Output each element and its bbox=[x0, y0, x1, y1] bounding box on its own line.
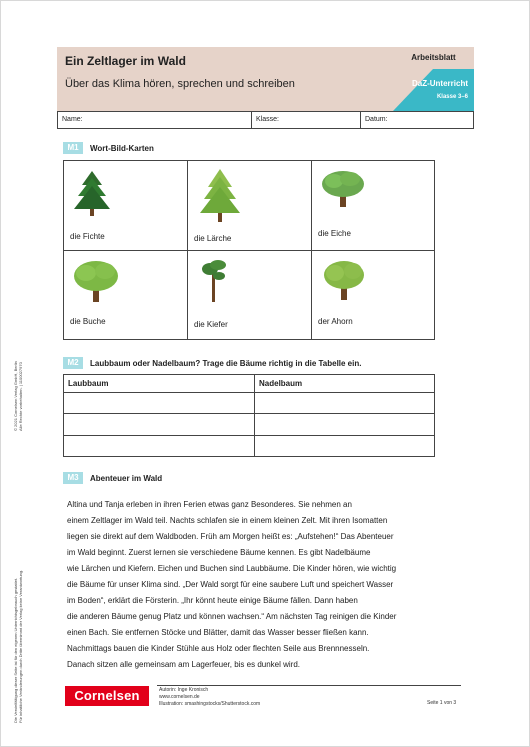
card-caption: die Eiche bbox=[318, 229, 351, 238]
legal-line: Für inhaltliche Veränderungen durch Dritte übernimmt der Verlag keine Verantwortung. bbox=[18, 569, 23, 723]
course-badge bbox=[393, 69, 474, 111]
author-credit: Autorin: Inge Kronisch bbox=[159, 687, 209, 693]
copyright-line: Alle Rechte vorbehalten. | 1100027970 bbox=[18, 362, 23, 431]
side-copyright bbox=[13, 361, 23, 431]
maple-tree-icon bbox=[322, 259, 366, 301]
card-laerche bbox=[188, 161, 312, 251]
sheet-type-label: Arbeitsblatt bbox=[393, 47, 474, 69]
section-label-m1: M1 bbox=[63, 142, 83, 154]
story-line: die Bäume für unser Klima sind. „Der Wald sorgt für eine saubere Luft und speichert Wasser bbox=[67, 580, 394, 589]
card-kiefer bbox=[188, 251, 312, 341]
column-header-laubbaum: Laubbaum bbox=[68, 379, 109, 388]
class-field-label: Klasse: bbox=[256, 116, 279, 123]
section-title-m1: Wort-Bild-Karten bbox=[90, 144, 154, 153]
field-divider bbox=[360, 112, 361, 128]
side-legal-note bbox=[13, 570, 23, 723]
student-info-row bbox=[57, 111, 474, 129]
grade-label: Klasse 3–6 bbox=[436, 94, 468, 100]
story-line: wie Lärchen und Kiefern. Eichen und Buchen sind Laubbäume. Die Kinder hören, wie wichtig bbox=[67, 564, 397, 573]
legal-line: Die Vervielfältigung dieser Seite ist für den eigenen Unterrichtsgebrauch gestattet. bbox=[13, 577, 18, 723]
name-field-label: Name: bbox=[62, 116, 83, 123]
story-line: die anderen Bäume genug Platz und können wachsen.“ Am nächsten Tag reinigen die Kinder bbox=[67, 612, 397, 621]
story-line: Altina und Tanja erleben in ihren Ferien etwas ganz Besonderes. Sie nehmen an bbox=[67, 500, 352, 509]
date-field-label: Datum: bbox=[365, 116, 388, 123]
footer-credits bbox=[159, 687, 260, 708]
card-ahorn bbox=[312, 251, 436, 341]
column-header-nadelbaum: Nadelbaum bbox=[259, 379, 303, 388]
card-caption: der Ahorn bbox=[318, 317, 353, 326]
card-caption: die Lärche bbox=[194, 234, 232, 243]
spruce-tree-icon bbox=[72, 169, 112, 217]
table-column-divider bbox=[254, 375, 255, 456]
copyright-line: © 2021 Cornelsen Verlag GmbH, Berlin bbox=[13, 361, 18, 431]
page-title: Ein Zeltlager im Wald bbox=[65, 54, 186, 68]
page-number: Seite 1 von 3 bbox=[427, 700, 457, 706]
card-eiche bbox=[312, 161, 436, 251]
beech-tree-icon bbox=[72, 259, 120, 303]
table-row-divider bbox=[64, 435, 434, 436]
worksheet-header bbox=[57, 47, 474, 111]
card-caption: die Kiefer bbox=[194, 320, 228, 329]
story-line: im Wald beginnt. Zuerst lernen sie verschiedene Bäume kennen. Es gibt Nadelbäume bbox=[67, 548, 371, 557]
field-divider bbox=[251, 112, 252, 128]
section-title-m2: Laubbaum oder Nadelbaum? Trage die Bäume richtig in die Tabelle ein. bbox=[90, 359, 362, 368]
larch-tree-icon bbox=[198, 167, 242, 223]
header-title-area bbox=[57, 47, 393, 111]
card-caption: die Buche bbox=[70, 317, 106, 326]
badge-corner-decoration bbox=[393, 69, 433, 111]
oak-tree-icon bbox=[320, 169, 366, 209]
section-label-m3: M3 bbox=[63, 472, 83, 484]
story-line: Nachmittags bauen die Kinder Stühle aus Holz oder flechten Seile aus Brennnesseln. bbox=[67, 644, 370, 653]
pine-tree-icon bbox=[200, 259, 228, 303]
cornelsen-logo: Cornelsen bbox=[65, 686, 149, 706]
section-title-m3: Abenteuer im Wald bbox=[90, 474, 163, 483]
website-link[interactable]: www.cornelsen.de bbox=[159, 694, 200, 700]
course-label: DaZ-Unterricht bbox=[411, 79, 468, 88]
card-caption: die Fichte bbox=[70, 232, 105, 241]
illustration-credit: Illustration: smashingstocks/Shutterstock.com bbox=[159, 701, 261, 707]
card-fichte bbox=[64, 161, 188, 251]
section-label-m2: M2 bbox=[63, 357, 83, 369]
story-line: im Boden“, erklärt die Försterin. „Ihr könnt heute einige Bäume fällen. Dann haben bbox=[67, 596, 358, 605]
header-badge-area bbox=[393, 47, 474, 111]
card-buche bbox=[64, 251, 188, 341]
page-subtitle: Über das Klima hören, sprechen und schreiben bbox=[65, 78, 295, 90]
story-line: liegen sie direkt auf dem Waldboden. Früh am Morgen heißt es: „Aufstehen!“ Das Abenteuer bbox=[67, 532, 394, 541]
footer-divider bbox=[157, 685, 461, 686]
table-row-divider bbox=[64, 392, 434, 393]
story-line: Danach sitzen alle gemeinsam am Lagerfeuer, bis es dunkel wird. bbox=[67, 660, 301, 669]
story-text bbox=[67, 497, 447, 673]
story-line: einen Bach. Sie entfernen Stöcke und Blätter, damit das Wasser besser fließen kann. bbox=[67, 628, 369, 637]
story-line: einem Zeltlager im Wald teil. Nachts schlafen sie in einem kleinen Zelt. Mit ihren Isomatten bbox=[67, 516, 388, 525]
table-row-divider bbox=[64, 413, 434, 414]
sorting-table bbox=[63, 374, 435, 457]
word-picture-cards bbox=[63, 160, 435, 340]
